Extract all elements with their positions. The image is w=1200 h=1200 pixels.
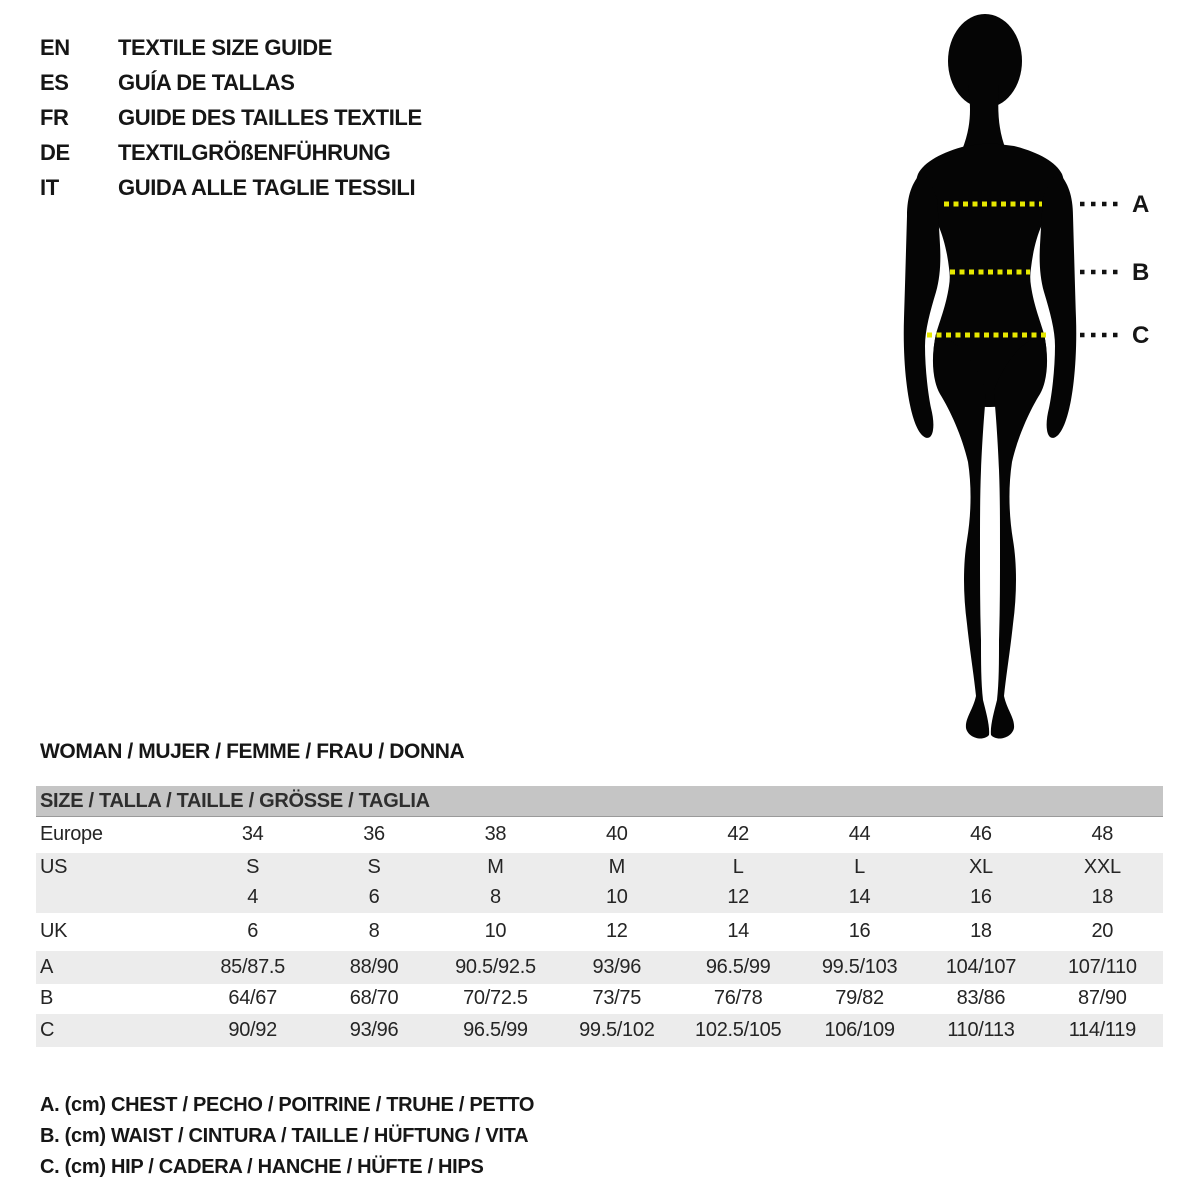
row-label: UK [40,920,68,942]
table-cell: 102.5/105 [678,1014,799,1047]
table-cell: 6 [247,920,259,942]
table-cell: 12 [605,920,628,942]
size-table-body [36,786,1163,1047]
table-cell: 73/75 [592,987,642,1009]
table-cell: 93/96 [313,1014,434,1047]
legend-chest: A. (cm) CHEST / PECHO / POITRINE / TRUHE / PETTO [40,1094,535,1116]
language-row [40,170,422,205]
language-code: EN [40,35,70,60]
connector-lines [1080,204,1122,335]
language-code: ES [40,70,69,95]
section-title: WOMAN / MUJER / FEMME / FRAU / DONNA [40,740,465,763]
table-cell: 99.5/103 [799,951,920,984]
size-guide-figure [880,0,1200,750]
language-code: FR [40,105,69,130]
measure-label-b: B [1132,259,1150,286]
guide-title: GUIDA ALLE TAGLIE TESSILI [118,175,416,200]
table-cell: 14 [727,920,750,942]
table-cell: 8 [435,882,556,913]
table-cell: 104/107 [920,951,1041,984]
size-table [36,786,1163,1047]
language-row [40,135,422,170]
table-row [36,951,1163,984]
language-row [40,100,422,135]
silhouette-body [904,14,1077,739]
table-cell: 85/87.5 [192,951,313,984]
guide-title: GUIDE DES TAILLES TEXTILE [118,105,422,130]
table-header-row [36,786,1163,817]
language-code: DE [40,140,70,165]
table-cell: 76/78 [713,987,763,1009]
legend-waist: B. (cm) WAIST / CINTURA / TAILLE / HÜFTUNG / VITA [40,1125,529,1147]
table-cell: 99.5/102 [556,1014,677,1047]
guide-title: TEXTILGRÖßENFÜHRUNG [118,140,391,165]
table-cell: 96.5/99 [435,1014,556,1047]
table-cell: 83/86 [956,987,1006,1009]
table-cell: 12 [678,882,799,913]
language-code: IT [40,175,59,200]
table-cell: 110/113 [920,1014,1041,1047]
legend-hip: C. (cm) HIP / CADERA / HANCHE / HÜFTE / HIPS [40,1156,484,1178]
table-cell: 46 [970,823,992,846]
table-cell: 79/82 [835,987,884,1009]
table-row [36,984,1163,1014]
table-cell: 68/70 [349,987,399,1009]
table-cell: 14 [799,882,920,913]
table-cell: 44 [848,823,871,846]
table-cell: 34 [241,823,264,846]
table-cell: 88/90 [313,951,434,984]
table-cell: 42 [727,823,750,846]
table-cell: S [313,853,434,882]
language-title-list [40,30,422,205]
table-cell: 114/119 [1042,1014,1163,1047]
row-label: A [36,951,192,984]
table-cell: 107/110 [1042,951,1163,984]
table-cell: S [192,853,313,882]
table-cell: L [799,853,920,882]
table-cell: 6 [313,882,434,913]
measure-label-a: A [1132,191,1150,218]
table-cell: 90.5/92.5 [435,951,556,984]
table-cell: 40 [605,823,628,846]
woman-silhouette [880,0,1200,750]
table-cell: 106/109 [799,1014,920,1047]
table-cell: 64/67 [228,987,277,1009]
measurement-legend [40,1090,534,1183]
measure-label-c: C [1132,322,1150,349]
row-label: Europe [40,823,103,846]
language-row [40,65,422,100]
table-cell: XXL [1042,853,1163,882]
table-cell: 38 [484,823,507,846]
language-row [40,30,422,65]
table-cell: 48 [1091,823,1114,846]
guide-title: GUÍA DE TALLAS [118,70,295,95]
table-cell: 36 [363,823,385,846]
table-cell: 87/90 [1078,987,1127,1009]
table-row [36,817,1163,853]
table-cell: 4 [192,882,313,913]
table-cell: 18 [970,920,992,942]
table-cell: 16 [848,920,871,942]
table-row [36,853,1163,882]
row-label: B [40,987,54,1009]
table-cell: L [678,853,799,882]
table-row [36,913,1163,951]
guide-title: TEXTILE SIZE GUIDE [118,35,333,60]
table-cell: 8 [368,920,380,942]
table-cell: 10 [484,920,507,942]
table-header-label: SIZE / TALLA / TAILLE / GRÖSSE / TAGLIA [36,786,1163,817]
row-label: C [36,1014,192,1047]
table-cell: 96.5/99 [678,951,799,984]
table-cell: M [556,853,677,882]
table-cell: 20 [1091,920,1114,942]
table-cell: XL [920,853,1041,882]
table-cell: 70/72.5 [463,987,528,1009]
table-cell: 93/96 [556,951,677,984]
table-cell: 10 [556,882,677,913]
table-cell: 90/92 [192,1014,313,1047]
table-row [36,1014,1163,1047]
row-label [36,882,192,913]
table-row [36,882,1163,913]
table-cell: 16 [920,882,1041,913]
table-cell: 18 [1042,882,1163,913]
table-cell: M [435,853,556,882]
row-label: US [36,853,192,882]
